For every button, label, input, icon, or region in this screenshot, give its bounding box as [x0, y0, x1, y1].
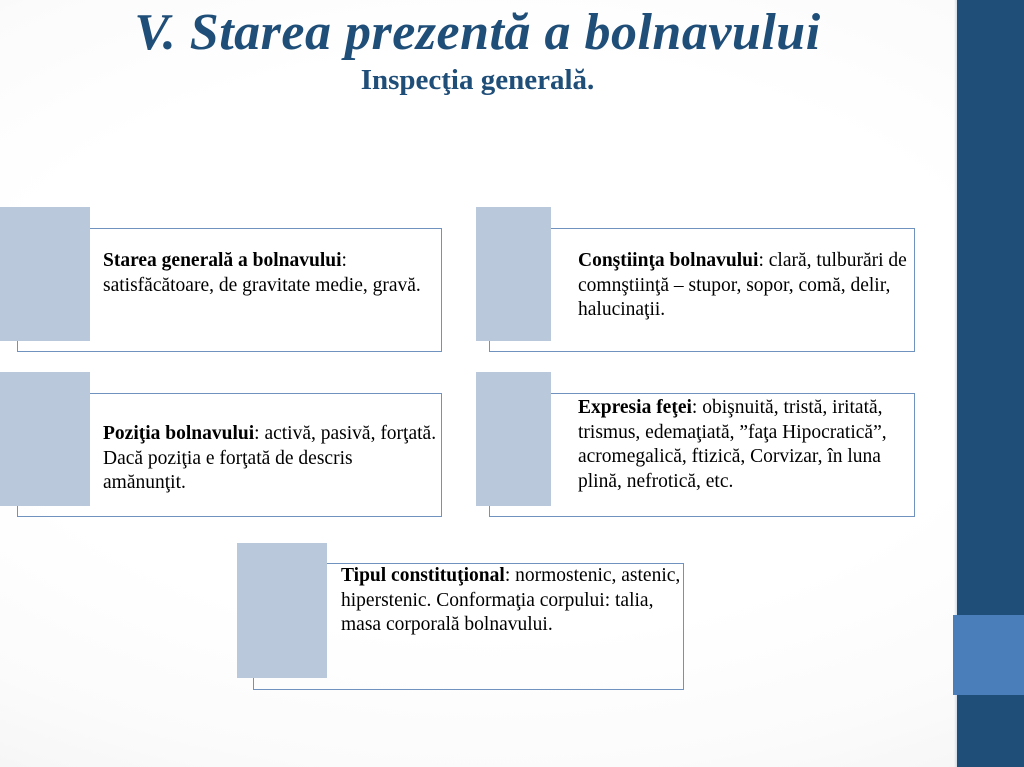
- node-body: : activă, pasivă, forţată. Dacă poziţia e forţată de descris amănunţit.: [103, 423, 437, 494]
- node-lead: Expresia feţei: [578, 397, 692, 418]
- node-text: [578, 249, 908, 323]
- title-block: [0, 6, 955, 97]
- node-lead: Conştiinţa bolnavului: [578, 250, 759, 271]
- node-body: : clară, tulburări de comnştiinţă – stupor, sopor, comă, delir, halucinaţii.: [578, 250, 907, 321]
- node-body: : obişnuită, tristă, iritată, trismus, edemaţiată, ”faţa Hipocratică”, acromegalică, ftizică, Corvizar, în luna plină, nefrotică, etc.: [578, 397, 887, 492]
- rail-segment-top: [957, 0, 1024, 615]
- node-lead: Starea generală a bolnavului: [103, 250, 342, 271]
- slide-subtitle: Inspecţia generală.: [360, 64, 595, 97]
- rail-segment-bottom: [957, 695, 1024, 767]
- node-body: : normostenic, astenic, hiperstenic. Conformaţia corpului: talia, masa corporală bolnavului.: [341, 565, 681, 636]
- node-chip: [0, 372, 90, 506]
- node-lead: Poziţia bolnavului: [103, 423, 255, 444]
- node-chip: [476, 372, 551, 506]
- node-chip: [237, 543, 327, 678]
- node-text: [103, 249, 433, 298]
- node-lead: Tipul constituţional: [341, 565, 505, 586]
- rail-segment-middle: [953, 615, 1024, 695]
- slide-title: V. Starea prezentă a bolnavului: [134, 4, 821, 61]
- node-chip: [0, 207, 90, 341]
- node-text: [341, 564, 681, 638]
- node-text: [578, 396, 912, 494]
- node-chip: [476, 207, 551, 341]
- node-text: [103, 422, 439, 496]
- node-body: : satisfăcătoare, de gravitate medie, gravă.: [103, 250, 421, 296]
